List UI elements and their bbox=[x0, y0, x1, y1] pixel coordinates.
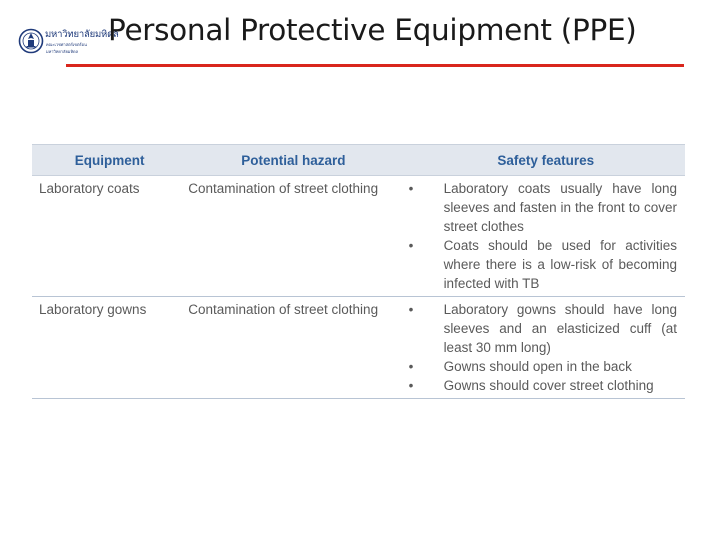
hazard-cell: Contamination of street clothing bbox=[188, 302, 379, 317]
safety-features-list bbox=[407, 179, 685, 293]
list-item: • Laboratory coats usually have long sleeves and fasten in the front to cover street clothes bbox=[407, 179, 685, 236]
table-row bbox=[32, 297, 685, 399]
list-item: • Gowns should cover street clothing bbox=[407, 376, 685, 395]
list-item: • Gowns should open in the back bbox=[407, 357, 685, 376]
logo-subtext: มหาวิทยาลัยมหิดล bbox=[46, 49, 79, 54]
ppe-table bbox=[32, 144, 685, 399]
table-row bbox=[32, 176, 685, 297]
university-logo bbox=[14, 24, 119, 58]
table-header-row bbox=[32, 145, 685, 176]
equipment-cell: Laboratory gowns bbox=[39, 302, 147, 317]
logo-text: มหาวิทยาลัยมหิดล bbox=[45, 29, 119, 40]
safety-features-cell bbox=[407, 297, 685, 399]
page-title: Personal Protective Equipment (PPE) bbox=[108, 13, 637, 47]
column-header-potential-hazard: Potential hazard bbox=[180, 145, 406, 176]
hazard-cell: Contamination of street clothing bbox=[188, 181, 379, 196]
logo-subtext: คณะเวชศาสตร์เขตร้อน bbox=[46, 42, 87, 47]
safety-features-list bbox=[407, 300, 685, 395]
column-header-safety-features: Safety features bbox=[407, 145, 685, 176]
list-item: • Laboratory gowns should have long sleeves and an elasticized cuff (at least 30 mm long) bbox=[407, 300, 685, 357]
safety-features-cell bbox=[407, 176, 685, 297]
equipment-cell: Laboratory coats bbox=[39, 181, 140, 196]
list-item: • Coats should be used for activities where there is a low-risk of becoming infected with TB bbox=[407, 236, 685, 293]
title-underline bbox=[66, 64, 684, 67]
university-seal-icon bbox=[18, 26, 44, 56]
column-header-equipment: Equipment bbox=[32, 145, 180, 176]
